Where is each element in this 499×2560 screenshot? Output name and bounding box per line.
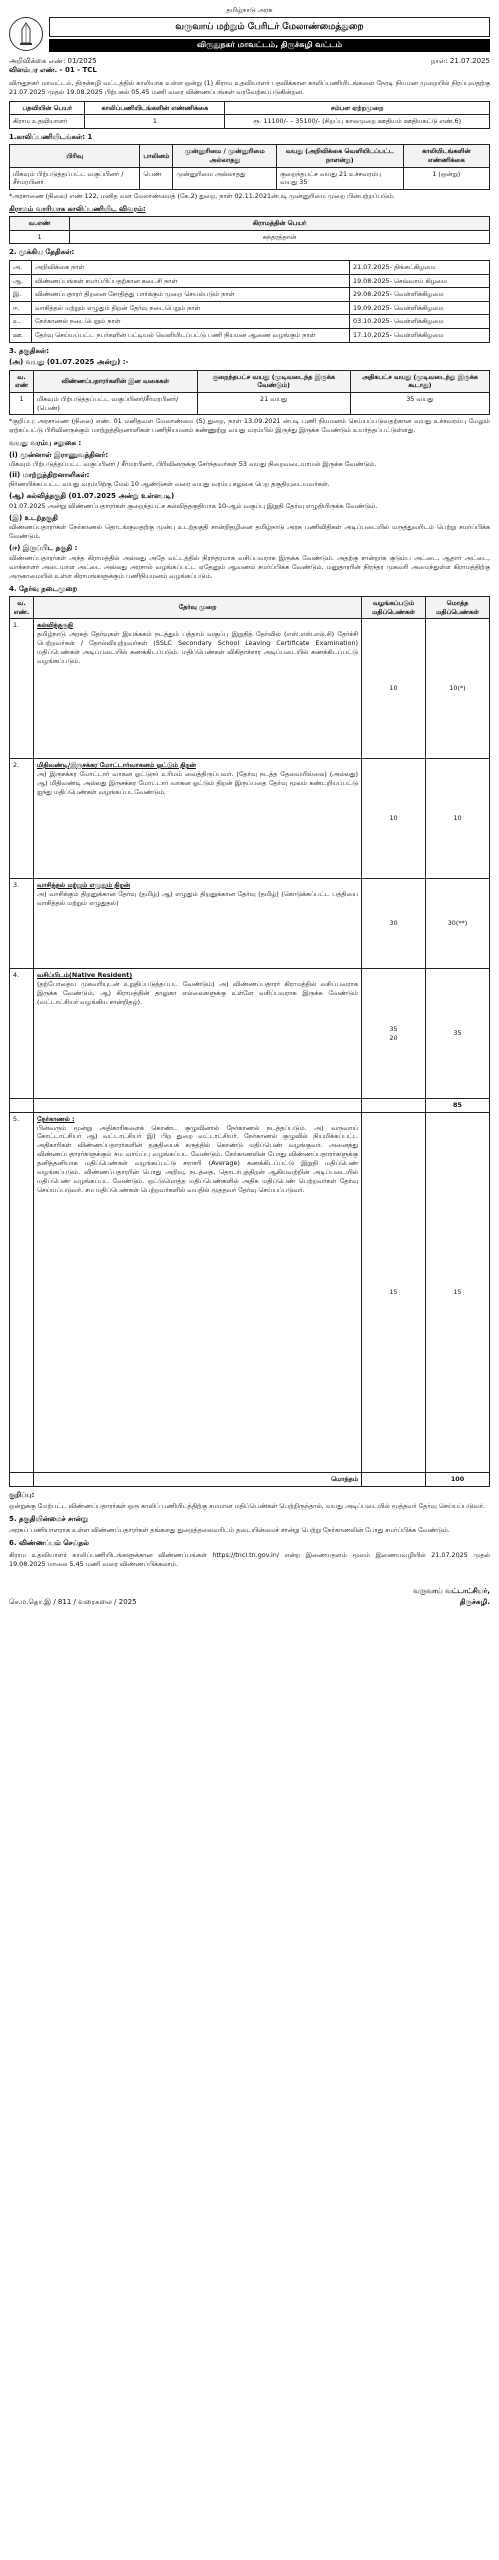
sel-desc: (தற்போதைய முகவரியுடன் உறுதிப்படுத்தப்பட வேண்டும்) அ) விண்ணப்பதாரர் கிராமத்தில் வசிப்பவராக இருக்க வேண்டும். ஆ) கிராமத்தின் தாலுகா எல்லைகளுக்கு உள்ளே வசிப்பவராக இருக்க வேண்டும் (வட்டாட்சியர் வழங்கிய சான்றிதழ்). xyxy=(37,979,358,1006)
sel-marks: 35 20 xyxy=(362,969,426,1099)
date-value: 21.07.2025- திங்கட்கிழமை xyxy=(350,260,490,274)
vac-h5: காலியிடங்களின் எண்ணிக்கை xyxy=(403,145,489,167)
sel-title: வசிப்பிடம்(Native Resident) xyxy=(37,971,133,980)
disabled-text: நிர்ணயிக்கப்பட்ட வயது வரம்பிற்கு மேல் 10 ஆண்டுகள் வரை வயது வரம்பு சலுகை பெற தகுதியுடையவர்கள். xyxy=(9,480,330,489)
notes-label: குறிப்பு: xyxy=(9,1490,35,1499)
vacancy-table xyxy=(9,144,490,190)
eligibility-label: 3. தகுதிகள்: xyxy=(9,346,50,355)
age-c3: 21 வயது xyxy=(197,392,350,414)
fitness-text: விண்ணப்பதாரர்கள் நேர்காணல் தொடங்குவதற்கு முன்பு உடற்தகுதி சான்றிதழினை தமிழ்நாடு அரசு பணிவிதிகள் அடிப்படையில் மருத்துவரிடம் பெற்று சமர்ப்பிக்க வேண்டும். xyxy=(9,523,490,541)
vacancy-note: *அரசாணை (நிலை) எண் 122, மனித வள மேலாண்மைத் (கே.2) துறை, நாள் 02.11.2021ன்படி முன்னுரிமை முறை பின்பற்றப்படும். xyxy=(9,191,396,200)
date-label: விண்ணப்பதாரர் திறனை சோதித்து பார்க்கும் முறை செயல்படும் நாள் xyxy=(32,288,350,302)
sel-desc: தமிழ்நாடு அரசுத் தேர்வுகள் இயக்ககம் நடத்தும் பத்தாம் வகுப்பு இறுதித் தேர்வில் (எஸ்.எஸ்.எல்.சி) தேர்ச்சி பெற்றவர்கள் / தோல்வியுற்றவர்கள் (SSLC Secondary School Leaving Certificate Examination) மதிப்பெண்கள் அடிப்படையில் கணக்கிடப்படும். மதிப்பெண்கள் விகிதாச்சார அடிப்படையில் கணக்கிடப்பட்டு வழங்கப்படும். xyxy=(37,629,358,665)
dept-title: வருவாய் மற்றும் பேரிடர் மேலாண்மைத்துறை xyxy=(49,17,490,37)
vac-c5: 1 (ஒன்று) xyxy=(403,167,489,189)
advertisement-ref: விளம்பர எண். - 01 - TCL xyxy=(9,66,97,75)
disabled-label: (ii) மாற்றுத்திறனாளிகள்: xyxy=(9,470,90,479)
footer-ref: செ.ம.தொ.இ / 811 / வரைகலை / 2025 xyxy=(9,1598,137,1607)
age-table xyxy=(9,370,490,416)
footer-place: திருச்சுழி. xyxy=(459,1598,490,1607)
sel-title: மிதிவண்டி/இருசக்கர மோட்டார்வாகனம் ஓட்டும் திறன் xyxy=(37,761,196,770)
sel-desc: பின்வரும் மூன்று அதிகாரிகளைக் கொண்ட குழுவினால் நேர்காணல் நடத்தப்படும். அ) வருவாய் கோட்டாட்சியர் ஆ) வட்டாட்சியர் இ) பிற துறை வட்டாட்சியர். நேர்காணல் குழுவில் நியமிக்கப்பட்ட அதிகாரிகள் விண்ணப்பதாரர்களின் தகுதியைக் கருத்தில் கொண்டு மதிப்பெண் வழங்குவர். அனைத்து விண்ணப்பதாரர்களுக்கும் சம வாய்ப்பு வழங்கப்பட வேண்டும். நேர்காணலின் போது விண்ணப்பதாரர்களுக்கு தனித்தனியாக மதிப்பெண்கள் வழங்கப்பட்டு சராசரி (Average) கணக்கிடப்பட்டு இறுதி மதிப்பெண் வழங்கப்படும். விண்ணப்பதாரரின் பொது அறிவு, நடத்தை, தொடர்புத்திறன் ஆகியவற்றின் அடிப்படையில் மதிப்பெண் வழங்கப்பட வேண்டும். ஒட்டுமொத்த மதிப்பெண்களில் அதிக மதிப்பெண் பெற்றவர்கள் தேர்வு செய்யப்படுவர். சம மதிப்பெண்கள் பெற்றவர்களில் வயதில் மூத்தவர் தேர்வு செய்யப்படுவர். xyxy=(37,1123,358,1195)
sel-marks xyxy=(362,1099,426,1113)
apply-label: 6. விண்ணப்பம் செய்தல் xyxy=(9,1539,89,1548)
residence-text: விண்ணப்பதாரர்கள் அந்த கிராமத்தில் அல்லது அதே வட்டத்தில் நிரந்தரமாக வசிப்பவராக இருக்க வேண்டும். அதற்கு சான்றாக குடும்ப அட்டை, ஆதார் அட்டை, வாக்காளர் அடையாள அட்டை அல்லது அரசால் வழங்கப்பட்ட ஏதேனும் ஆவணம் சமர்ப்பிக்க வேண்டும். மனுதாரரின் நிரந்தர முகவரி அமைந்துள்ள கிராமத்திற்கு அருகாமையில் உள்ள கிராமங்களுக்கும் பணிநியமனம் வழங்கப்படும். xyxy=(9,553,490,580)
post-pay-header: சம்பள ஏற்றமுறை xyxy=(225,101,490,115)
post-count-header: காலிப்பணியிடங்களின் எண்ணிக்கை xyxy=(85,101,225,115)
vac-c3: முன்னுரிமை அல்லாதது xyxy=(173,167,277,189)
date-key: ஆ. xyxy=(10,274,32,288)
sel-title: நேர்காணல் : xyxy=(37,1114,75,1123)
sel-total: 30(**) xyxy=(426,879,490,969)
sel-desc: அ) வாசிக்கும் திறனுக்கான தேர்வு (தமிழ்) ஆ) எழுதும் திறனுக்கான தேர்வு (தமிழ்) (கொடுக்கப்பட்ட பத்தியை வாசித்தல் மற்றும் எழுதுதல்) xyxy=(37,889,358,907)
post-name: கிராம உதவியாளர் xyxy=(10,115,85,129)
district-title: விருதுநகர் மாவட்டம், திருச்சுழி வட்டம் xyxy=(49,39,490,52)
vacancy-label: 1.காலிப்பணியிடங்கள்: 1 xyxy=(9,132,93,141)
date-value: 19.08.2025- செவ்வாய் கிழமை xyxy=(350,274,490,288)
sel-num xyxy=(10,1099,34,1113)
sel-num: 4. xyxy=(10,969,34,1099)
post-pay: ரூ. 11100/- – 35100/- (சிறப்பு காலமுறை ஊதியம் ஊதியகட்டு எண்.6) xyxy=(225,115,490,129)
education-label: (ஆ) கல்வித்தகுதி (01.07.2025 அன்று உள்ளபடி) xyxy=(9,492,175,501)
sel-marks xyxy=(362,1472,426,1486)
signatory: வருவாய் வட்டாட்சியர், xyxy=(413,1586,490,1595)
date-value: 03.10.2025- வெள்ளிக்கிழமை xyxy=(350,315,490,329)
sel-num: 3. xyxy=(10,879,34,969)
selection-table xyxy=(9,596,490,1487)
selection-label: 4. தேர்வு நடைமுறை xyxy=(9,584,78,593)
village-label: கிராமம் வாரியாக காலிப்பணியிட விவரம்: xyxy=(9,204,146,213)
residence-label: (ஈ) இருப்பிட தகுதி : xyxy=(9,544,78,553)
date-key: அ. xyxy=(10,260,32,274)
sel-marks: 15 xyxy=(362,1112,426,1472)
age-c1: 1 xyxy=(10,392,34,414)
notification-date: நாள்: 21.07.2025 xyxy=(430,56,490,65)
date-value: 19.09.2025- வெள்ளிக்கிழமை xyxy=(350,301,490,315)
sel-num: 5. xyxy=(10,1112,34,1472)
ex-servicemen-label: (i) முன்னாள் இராணுவத்தினர்: xyxy=(9,450,109,459)
date-label: அறிவிக்கை நாள் xyxy=(32,260,350,274)
intro-paragraph: விருதுநகர் மாவட்டம், திருச்சுழி வட்டத்தில் காலியாக உள்ள ஒன்று (1) கிராம உதவியாளர் பதவிக்கான காலிப்பணியிடங்களை நேரடி நியமன முறையில் நிரப்புவதற்கு 21.07.2025 முதல் 19.08.2025 பிற்பகல் 05.45 மணி வரை விண்ணப்பங்கள் வரவேற்கப்படுகின்றன. xyxy=(9,78,490,96)
disqualification-text: அரசுப் பணியாளராக உள்ள விண்ணப்பதாரர்கள் தங்களது துறைத்தலைவரிடம் தடையின்மைச் சான்று பெற்று நேர்காணலின் போது சமர்ப்பிக்க வேண்டும். xyxy=(9,1526,450,1535)
age-h2: விண்ணப்பதாரர்களின் இன வகைகள் xyxy=(34,370,198,392)
sel-title: கல்வித்தகுதி xyxy=(37,621,73,630)
dates-table xyxy=(9,260,490,343)
sel-num: 1. xyxy=(10,619,34,759)
date-key: இ. xyxy=(10,288,32,302)
disqualification-label: 5. தகுதியின்மைச் சான்று xyxy=(9,1514,89,1523)
vac-c2: பெண் xyxy=(140,167,173,189)
notes-text: ஒன்றுக்கு மேற்பட்ட விண்ணப்பதாரர்கள் ஒரு காலிப் பணியிடத்திற்கு சமமான மதிப்பெண்கள் பெற்றிருந்தால், வயது அடிப்படையில் மூத்தவர் தேர்வு செய்யப்படுவர். xyxy=(9,1501,485,1510)
vac-c1: மிகவும் பிற்படுத்தப்பட்ட வகுப்பினர் / சீர்மரபினர் xyxy=(10,167,140,189)
sel-h3: வழங்கப்படும் மதிப்பெண்கள் xyxy=(362,596,426,618)
village-table xyxy=(9,216,490,244)
age-note: *குறிப்பு: அரசாணை (நிலை) எண். 01 மனிதவள மேலாண்மை (S) துறை, நாள் 13.09.2021 ன்படி பணி நியமனம் செய்யப்படுவதற்கான வயது உச்சவரம்பு மேலும் ஏற்கப்பட்டு பிரிவினருக்கும் மாற்றுத்திறனாளிகள் பணிநியமனம் கண்ணுற்று வயது வரம்பில் இருந்து இருக்க வேண்டும் உயர்த்தப்பட்டுள்ளது. xyxy=(9,417,490,435)
sel-marks: 10 xyxy=(362,759,426,879)
sel-subtotal: 85 xyxy=(426,1099,490,1113)
sel-total: 35 xyxy=(426,969,490,1099)
sel-marks: 10 xyxy=(362,619,426,759)
village-h2: கிராமத்தின் பெயர் xyxy=(70,217,490,231)
village-c2: சுந்தரத்தான் xyxy=(70,230,490,244)
post-count: 1 xyxy=(85,115,225,129)
date-label: தேர்வு செய்யப்பட்ட நபர்களின் பட்டியல் வெளியிடப்பட்டு பணி நியமன ஆணை வழங்கும் நாள் xyxy=(32,329,350,343)
sel-title: வாசித்தல் மற்றும் எழுதும் திறன் xyxy=(37,881,131,890)
sel-total: 10(*) xyxy=(426,619,490,759)
fitness-label: (இ) உடற்தகுதி xyxy=(9,513,58,522)
relaxation-label: வயது வரம்பு சலுகை : xyxy=(9,439,82,448)
sel-marks: 30 xyxy=(362,879,426,969)
date-value: 29.08.2025- வெள்ளிக்கிழமை xyxy=(350,288,490,302)
dates-label: 2. முக்கிய தேதிகள்: xyxy=(9,248,75,257)
tn-emblem-icon xyxy=(9,17,43,51)
education-text: 01.07.2025 அன்று விண்ணப்பதாரர்கள் குறைந்தபட்ச கல்வித்தகுதியாக 10-ஆம் வகுப்பு இறுதி தேர்வு எழுதியிருக்க வேண்டும். xyxy=(9,501,378,510)
date-label: வாசித்தல் மற்றும் எழுதும் திறன் தேர்வு நடைபெறும் நாள் xyxy=(32,301,350,315)
sel-grand-label: மொத்தம் xyxy=(34,1472,362,1486)
gov-label: தமிழ்நாடு அரசு xyxy=(226,6,273,14)
sel-h2: தேர்வு முறை xyxy=(34,596,362,618)
sel-grand-total: 100 xyxy=(426,1472,490,1486)
village-h1: வ.எண் xyxy=(10,217,70,231)
vac-c4: குறைந்தபட்ச வயது 21 உச்சவரம்பு வயது 35 xyxy=(277,167,403,189)
date-key: உ. xyxy=(10,315,32,329)
date-key: ஈ. xyxy=(10,301,32,315)
date-label: நேர்காணல் நடைபெறும் நாள் xyxy=(32,315,350,329)
vac-h1: பிரிவு xyxy=(10,145,140,167)
sel-total: 15 xyxy=(426,1112,490,1472)
sel-num xyxy=(10,1472,34,1486)
date-value: 17.10.2025- வெள்ளிக்கிழமை xyxy=(350,329,490,343)
vac-h2: பாலினம் xyxy=(140,145,173,167)
sel-h1: வ. எண். xyxy=(10,596,34,618)
post-table xyxy=(9,101,490,129)
age-h3: குறைந்தபட்ச வயது (முடிவடைந்த இருக்க வேண்டும்) xyxy=(197,370,350,392)
date-key: ஊ. xyxy=(10,329,32,343)
date-label: விண்ணப்பங்கள் சமர்ப்பிப்பதற்கான கடைசி நாள் xyxy=(32,274,350,288)
apply-text: கிராம உதவியாளர் காலிப்பணியிடங்களுக்கான விண்ணப்பங்கள் https://tncl.tn.gov.in/ என்ற இணையதளம் மூலம் இணையவழியில் 21.07.2025 முதல் 19.08.2025 மாலை 5.45 மணி வரை விண்ணப்பிக்கலாம். xyxy=(9,1550,490,1568)
sel-num: 2. xyxy=(10,759,34,879)
sel-h4: மொத்த மதிப்பெண்கள் xyxy=(426,596,490,618)
age-c4: 35 வயது xyxy=(350,392,489,414)
vac-h4: வயது (அறிவிக்கை வெளியிடப்பட்ட நாளன்று) xyxy=(277,145,403,167)
vac-h3: முன்னுரிமை / முன்னுரிமை அல்லாதது xyxy=(173,145,277,167)
ex-servicemen-text: மிகவும் பிற்படுத்தப்பட்ட வகுப்பினர் / சீர்மரபினர், பிரிவினருக்கு சேர்ந்தவர்கள் 53 வயது நிறைவடையாமல் இருக்க வேண்டும். xyxy=(9,460,377,469)
sel-desc: அ) இருசக்கர மோட்டார் வாகன ஓட்டுநர் உரிமம் வைத்திருப்பவர். (தேர்வு நடத்த தேவையில்லை) (அல்லது) ஆ) மிதிவண்டி அல்லது இருசக்கர மோட்டார் வாகன ஓட்டும் திறன் இருப்பதை தேர்வு மூலம் கண்டறியப்பட்டு ஐந்து மதிப்பெண்கள் வழங்கப்படவேண்டும். xyxy=(37,769,358,796)
sel-total: 10 xyxy=(426,759,490,879)
post-name-header: பதவியின் பெயர் xyxy=(10,101,85,115)
notification-number: அறிவிக்கை எண்: 01/2025 xyxy=(9,56,97,65)
sel-desc xyxy=(34,1099,362,1113)
age-label: (அ) வயது (01.07.2025 அன்று) :- xyxy=(9,358,129,367)
age-c2: மிகவும் பிற்படுத்தப்பட்ட வகுப்பினர்/சீர்மரபினர்/ (பெண்) xyxy=(34,392,198,414)
age-h4: அதிகபட்ச வயது (முடிவடைந்து இருக்க கூடாது) xyxy=(350,370,489,392)
age-h1: வ. எண் xyxy=(10,370,34,392)
village-c1: 1 xyxy=(10,230,70,244)
